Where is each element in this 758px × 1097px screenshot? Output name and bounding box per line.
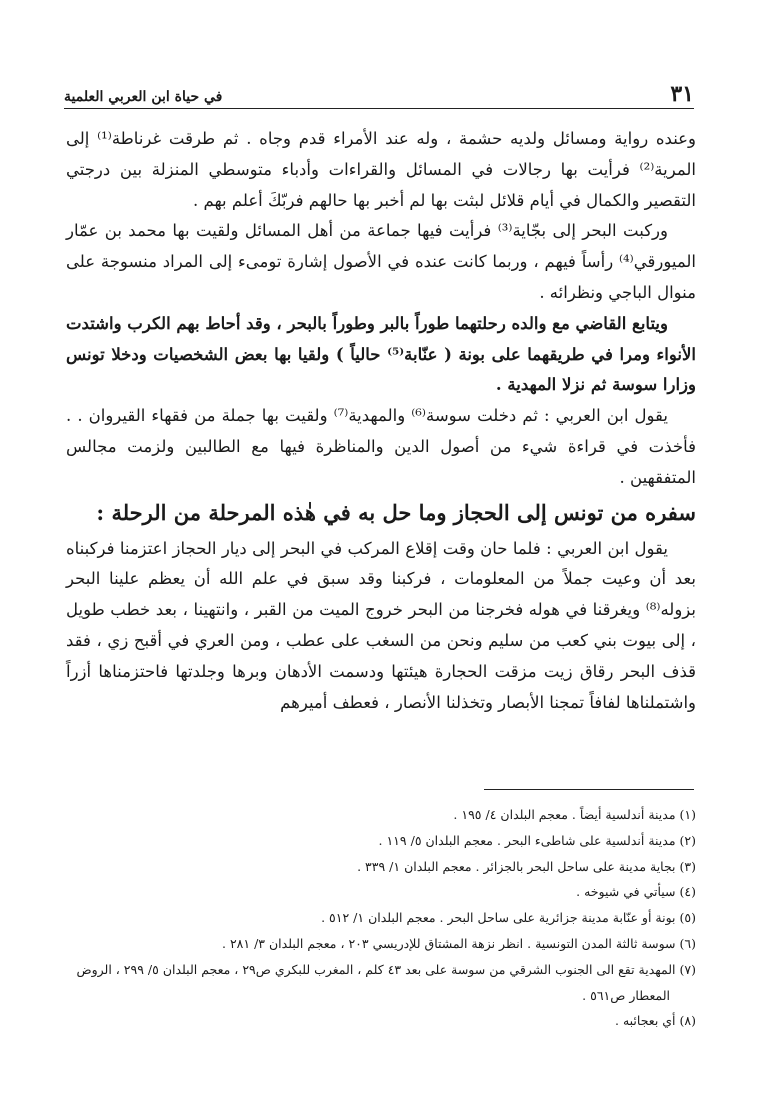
header-rule <box>64 108 694 109</box>
footnote: (٦) سوسة ثالثة المدن التونسية . انظر نزهة المشتاق للإدريسي ٢٠٣ ، معجم البلدان ٣/ ٢٨١ . <box>222 935 696 951</box>
footnotes <box>66 802 696 1034</box>
footnote: (٥) بونة أو عنّابة مدينة جزائرية على ساحل البحر . معجم البلدان ١/ ٥١٢ . <box>321 910 696 926</box>
footnote: (٨) أي بعجائبه . <box>615 1013 696 1029</box>
main-text <box>66 124 696 718</box>
footnote: (٣) بجاية مدينة على ساحل البحر بالجزائر . معجم البلدان ١/ ٣٣٩ . <box>357 858 696 874</box>
paragraph: وعنده رواية ومسائل ولديه حشمة ، وله عند الأمراء قدم وجاه . ثم طرقت غرناطة⁽¹⁾ إلى المرية⁽²⁾ فرأيت بها رجالات في المسائل والقراءات وأدباء متوسطي المنزلة بين درجتي التقصير والكمال في أيام قلائل لبثت بها لم أخبر بها حالهم فربّكَ أعلم بهم . <box>66 129 696 210</box>
paragraph: ويتابع القاضي مع والده رحلتهما طوراً بالبر وطوراً بالبحر ، وقد أحاط بهم الكرب واشتدت الأنواء ومرا في طريقهما على بونة ( عنّابة⁽⁵⁾ حالياً ) ولقيا بها بعض الشخصيات ودخلا تونس وزارا سوسة ثم نزلا المهدية . <box>66 313 696 395</box>
running-title: في حياة ابن العربي العلمية <box>64 89 223 105</box>
paragraph: يقول ابن العربي : ثم دخلت سوسة⁽⁶⁾ والمهدية⁽⁷⁾ ولقيت بها جملة من فقهاء القيروان . . فأخذت في قراءة شيء من أصول الدين والمناظرة فيها مع الطالبين ولزمت مجالس المتفقهين . <box>66 406 696 487</box>
footnote: (٧) المهدية تقع الى الجنوب الشرقي من سوسة على بعد ٤٣ كلم ، المغرب للبكري ص٢٩ ، معجم البلدان ٥/ ٢٩٩ ، الروض المعطار ص٥٦١ . <box>76 961 696 1003</box>
footnote: (٤) سيأتي في شيوخه . <box>576 884 696 900</box>
section-heading: سفره من تونس إلى الحجاز وما حل به في هٰذه المرحلة من الرحلة : <box>96 499 696 525</box>
paragraph: يقول ابن العربي : فلما حان وقت إقلاع المركب في البحر إلى ديار الحجاز اعتزمنا فركبناه بعد أن وعيت جملاً من المعلومات ، فركبنا وقد سبق في علم الله أن يعظم علينا البحر بزوله⁽⁸⁾ ويغرقنا في هوله فخرجنا من البحر خروج الميت من القبر ، وانتهينا ، بعد خطب طويل ، إلى بيوت بني كعب من سليم ونحن من السغب على عطب ، ومن العري في أقبح زي ، فقد قذف البحر رقاق زيت مزقت الحجارة هيئتها ودسمت الأدهان وبرها وجلدتها فاحتزمناها أزراً واشتملناها لفافاً تمجنا الأبصار وتخذلنا الأنصار ، فعطف أميرهم <box>66 538 696 712</box>
page-number: ٣١ <box>670 81 694 107</box>
page-header <box>64 76 694 106</box>
footnote-separator <box>484 789 694 790</box>
footnote: (١) مدينة أندلسية أيضاً . معجم البلدان ٤/ ١٩٥ . <box>453 807 696 822</box>
paragraph: وركبت البحر إلى بجّاية⁽³⁾ فرأيت فيها جماعة من أهل المسائل ولقيت بها محمد بن عمّار الميورقي⁽⁴⁾ رأساً فيهم ، وربما كانت عنده في الأصول إشارة تومىء إلى المراد منسوجة على منوال الباجي ونظرائه . <box>66 221 696 302</box>
footnote: (٢) مدينة أندلسية على شاطىء البحر . معجم البلدان ٥/ ١١٩ . <box>378 832 696 848</box>
